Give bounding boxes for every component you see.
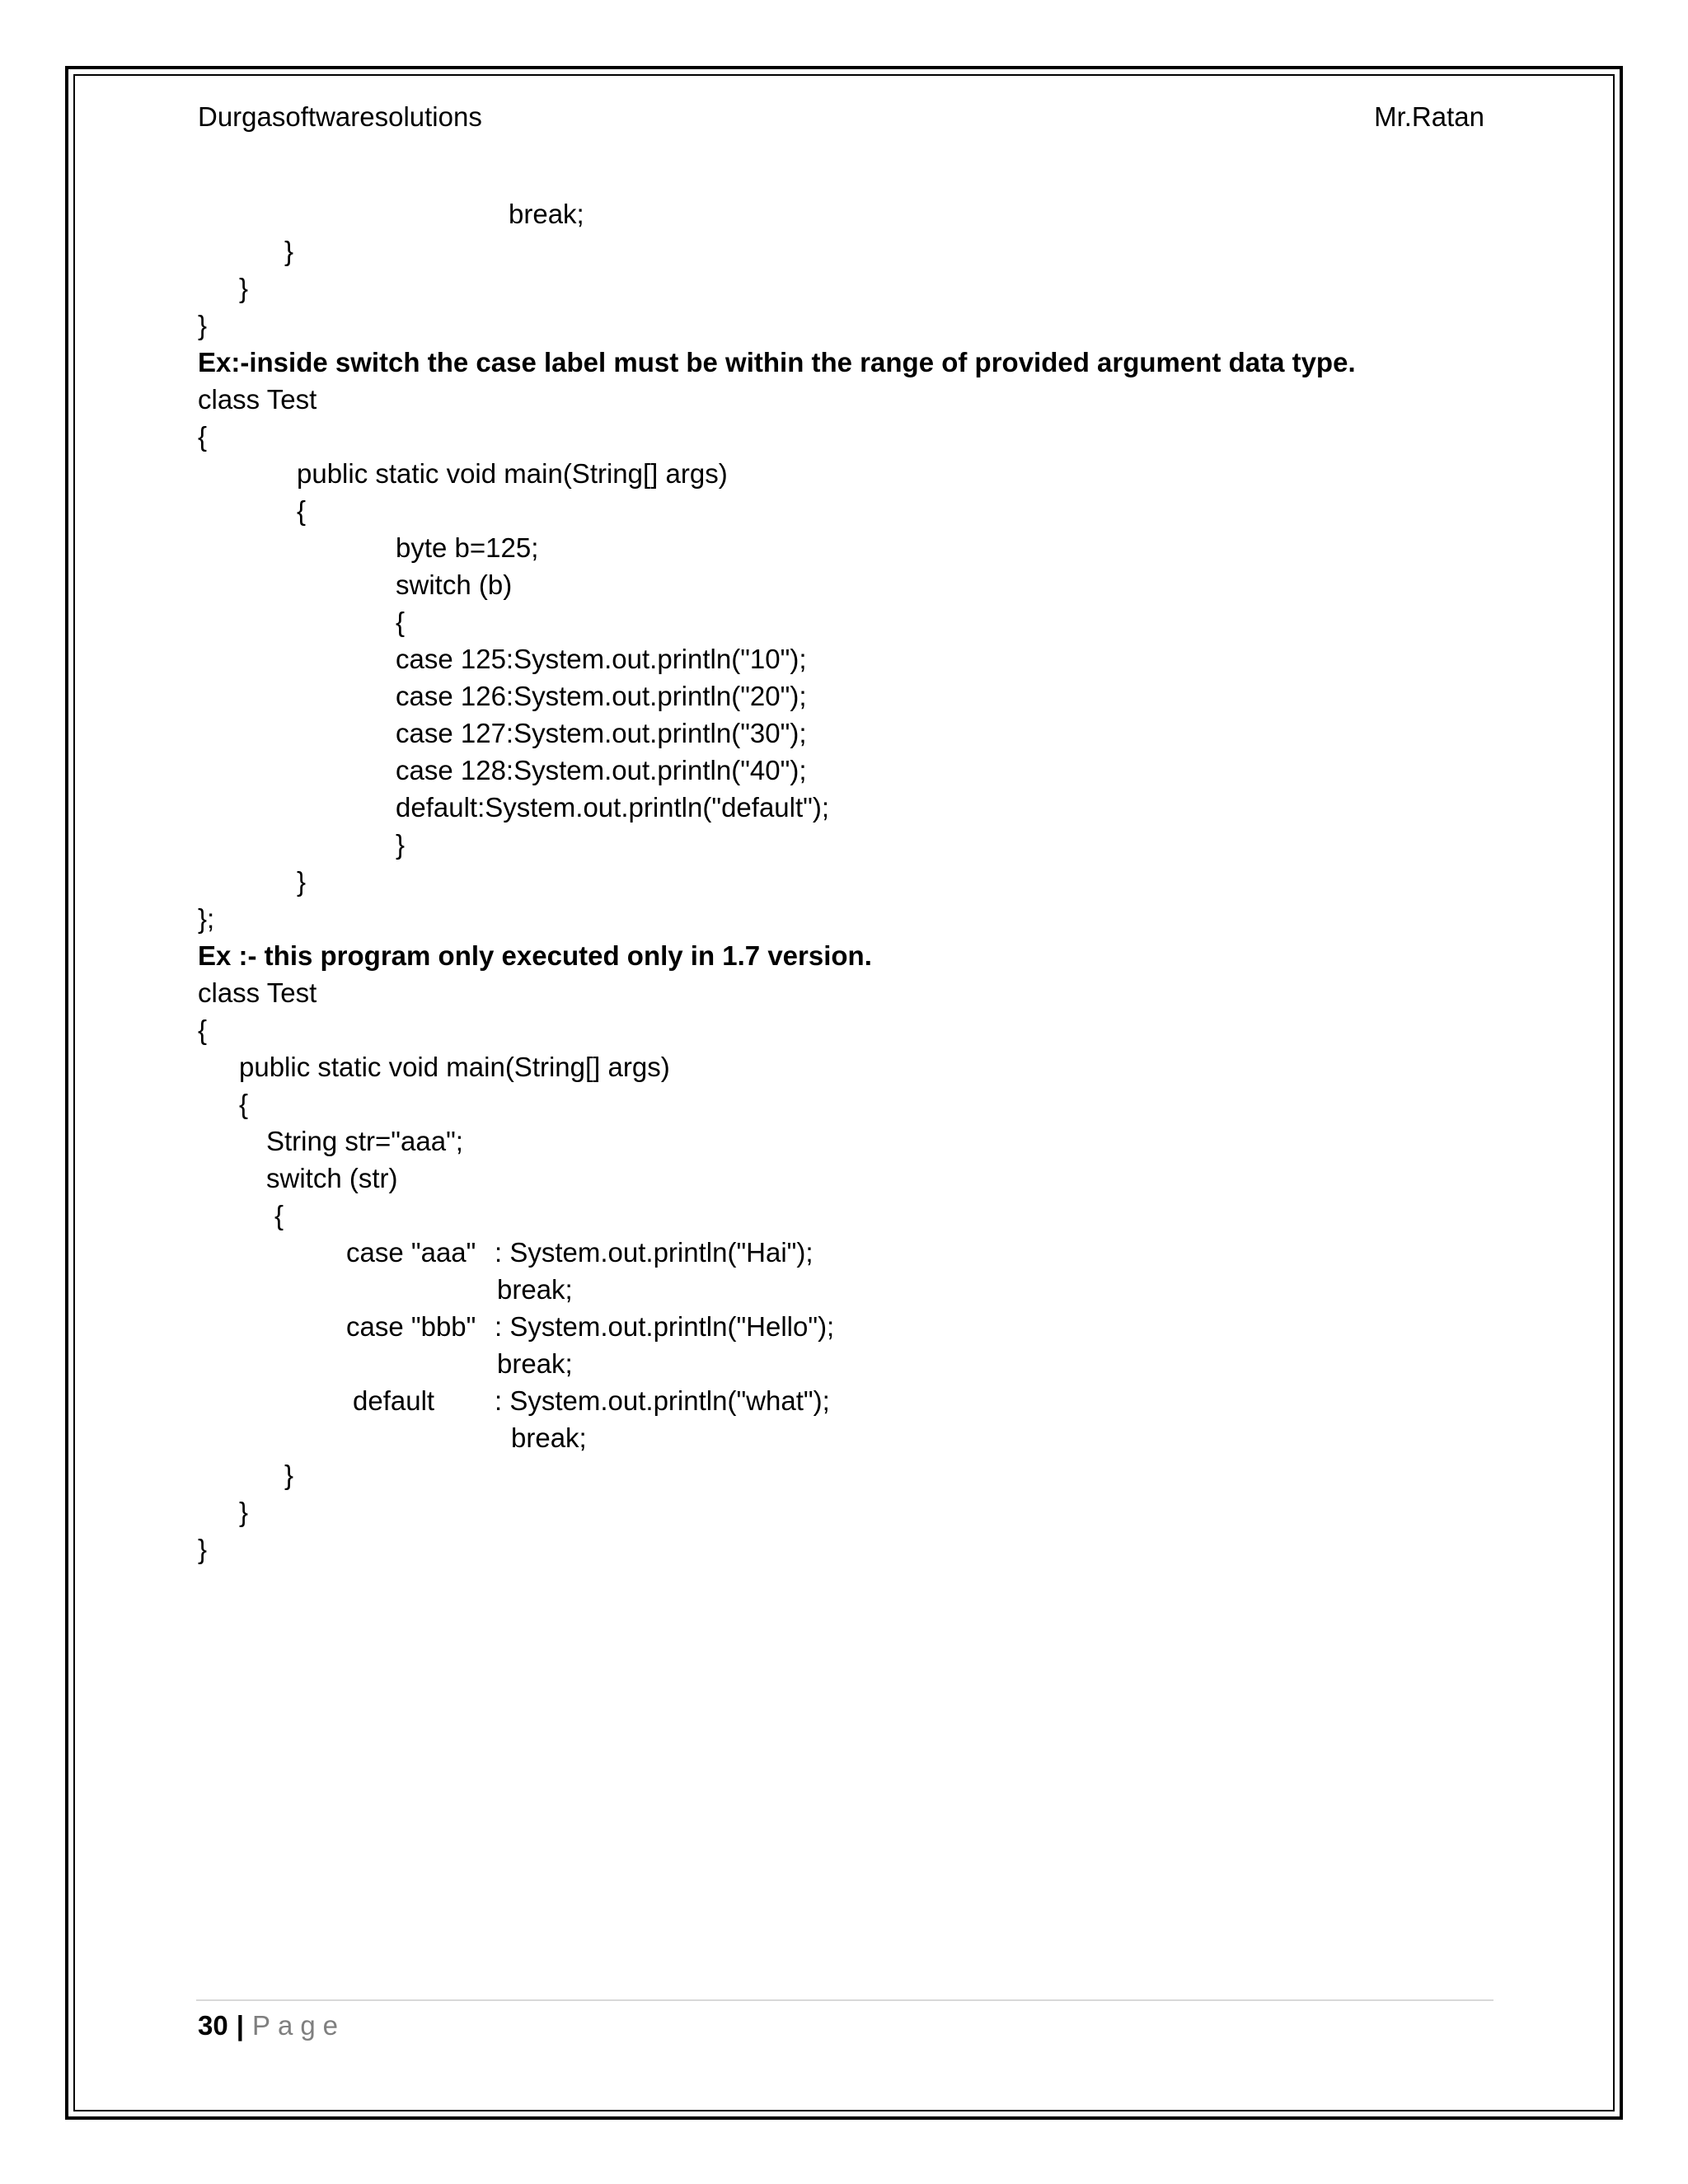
- code-line: class Test: [198, 977, 317, 1008]
- header-left: Durgasoftwaresolutions: [198, 101, 482, 132]
- code-line: }: [396, 829, 406, 860]
- code-line: case 128:System.out.println("40");: [396, 755, 807, 785]
- code-line: switch (b): [396, 569, 513, 600]
- code-line: case 125:System.out.println("10");: [396, 644, 807, 674]
- example-heading: Ex:-inside switch the case label must be within the range of provided argument data type.: [198, 347, 1356, 377]
- code-line: break;: [511, 1422, 587, 1453]
- code-line: break;: [497, 1348, 573, 1379]
- case-statement: : System.out.println("what");: [495, 1385, 830, 1416]
- case-statement: : System.out.println("Hello");: [495, 1311, 835, 1342]
- code-line: }: [198, 310, 208, 340]
- code-line: }: [239, 1497, 249, 1527]
- code-line: {: [396, 607, 406, 637]
- code-line: }: [284, 1460, 294, 1490]
- code-line: byte b=125;: [396, 532, 539, 563]
- code-line: }: [198, 1534, 208, 1564]
- code-line: public static void main(String[] args): [297, 458, 728, 489]
- code-line: break;: [497, 1274, 573, 1305]
- case-label: case "aaa": [346, 1237, 476, 1268]
- code-line: {: [198, 1015, 208, 1045]
- code-line: }: [297, 866, 307, 897]
- code-line: break;: [509, 199, 584, 229]
- header-right: Mr.Ratan: [1374, 101, 1484, 132]
- code-line: }: [239, 273, 249, 303]
- code-line: default:System.out.println("default");: [396, 792, 830, 823]
- code-line: {: [297, 495, 307, 526]
- code-line: class Test: [198, 384, 317, 415]
- code-line: {: [274, 1200, 284, 1230]
- case-label: case "bbb": [346, 1311, 476, 1342]
- case-statement: : System.out.println("Hai");: [495, 1237, 814, 1268]
- code-line: {: [198, 421, 208, 452]
- code-line: String str="aaa";: [266, 1126, 463, 1156]
- example-heading: Ex :- this program only executed only in 1.7 version.: [198, 940, 872, 971]
- code-line: }: [284, 236, 294, 266]
- code-line: {: [239, 1089, 249, 1119]
- code-line: case 127:System.out.println("30");: [396, 718, 807, 748]
- code-line: switch (str): [266, 1163, 398, 1193]
- page-label: Page: [251, 2010, 346, 2041]
- code-line: public static void main(String[] args): [239, 1052, 670, 1082]
- case-label: default: [353, 1385, 435, 1416]
- page-footer: [198, 2008, 345, 2044]
- code-line: case 126:System.out.println("20");: [396, 681, 807, 711]
- footer-divider: [196, 1999, 1493, 2001]
- code-line: };: [198, 903, 215, 934]
- footer-separator: |: [236, 2010, 244, 2041]
- page-number: 30: [198, 2010, 228, 2041]
